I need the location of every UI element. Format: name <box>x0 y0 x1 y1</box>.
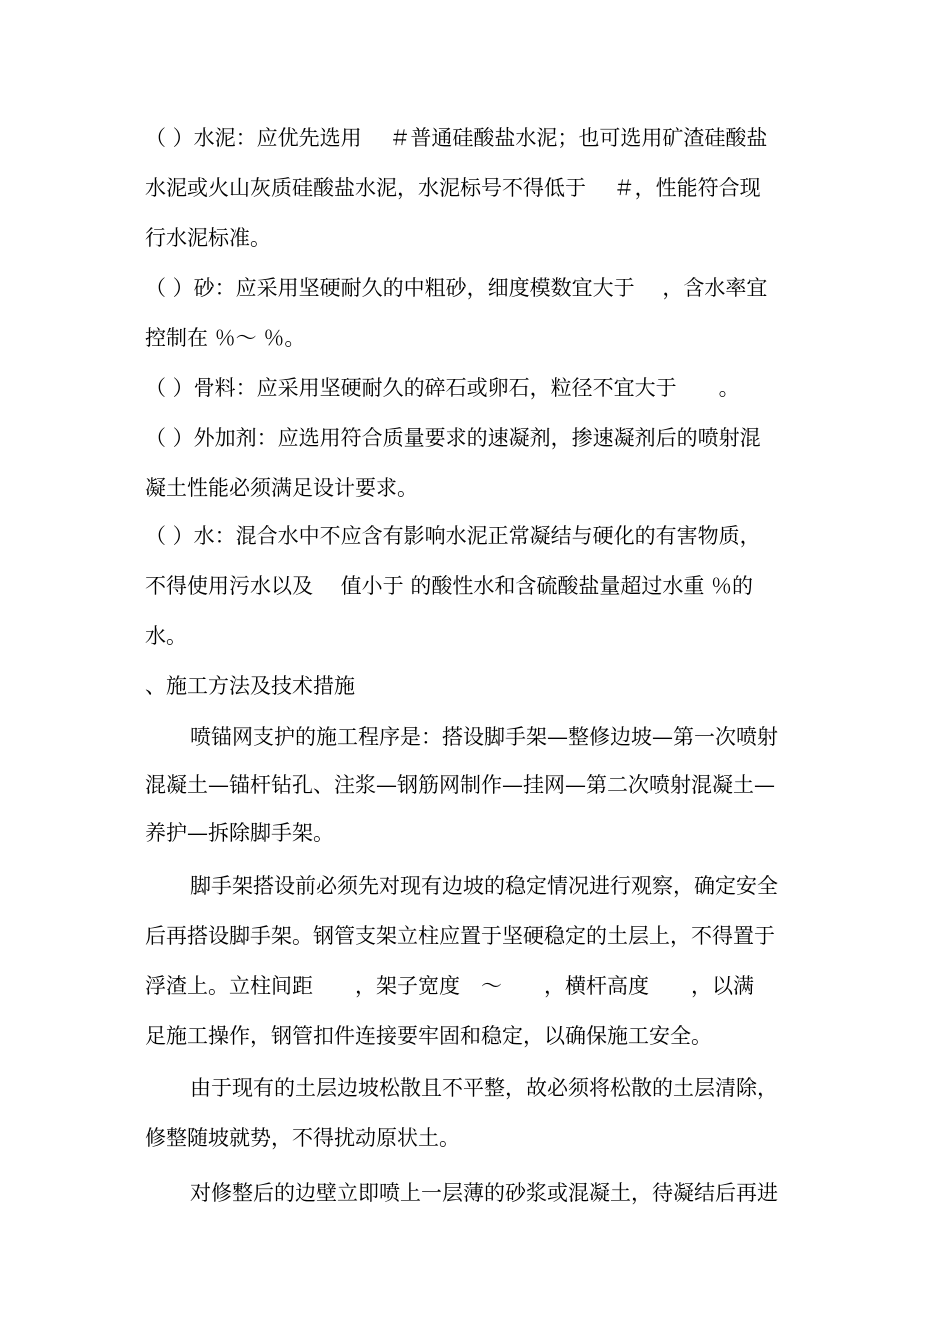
text-line: 后再搭设脚手架。钢管支架立柱应置于坚硬稳定的土层上，不得置于 <box>145 924 775 948</box>
text-line: 足施工操作，钢管扣件连接要牢固和稳定，以确保施工安全。 <box>145 1024 712 1048</box>
text-line: 养护—拆除脚手架。 <box>145 821 334 845</box>
text-line: 喷锚网支护的施工程序是：搭设脚手架—整修边坡—第一次喷射 <box>190 725 778 749</box>
text-line: （ ）水：混合水中不应含有影响水泥正常凝结与硬化的有害物质， <box>145 524 761 548</box>
text-line: （ ）骨料：应采用坚硬耐久的碎石或卵石，粒径不宜大于 。 <box>145 376 740 400</box>
text-line: 水。 <box>145 624 187 648</box>
text-line: 行水泥标准。 <box>145 226 271 250</box>
text-line: 水泥或火山灰质硅酸盐水泥，水泥标号不得低于 ＃，性能符合现 <box>145 176 761 200</box>
text-line: 控制在 ％～ ％。 <box>145 326 306 350</box>
text-line: 脚手架搭设前必须先对现有边坡的稳定情况进行观察，确定安全 <box>190 874 778 898</box>
section-heading: 、施工方法及技术措施 <box>145 674 355 698</box>
text-line: 凝土性能必须满足设计要求。 <box>145 476 418 500</box>
text-line: 浮渣上。立柱间距 ，架子宽度 ～ ，横杆高度 ，以满 <box>145 974 754 998</box>
text-line: 混凝土—锚杆钻孔、注浆—钢筋网制作—挂网—第二次喷射混凝土— <box>145 773 775 797</box>
text-line: 由于现有的土层边坡松散且不平整，故必须将松散的土层清除， <box>190 1076 778 1100</box>
text-line: 修整随坡就势，不得扰动原状土。 <box>145 1126 460 1150</box>
text-line: （ ）水泥：应优先选用 ＃普通硅酸盐水泥；也可选用矿渣硅酸盐 <box>145 126 768 150</box>
text-line: （ ）外加剂：应选用符合质量要求的速凝剂，掺速凝剂后的喷射混 <box>145 426 761 450</box>
text-line: 不得使用污水以及 值小于 的酸性水和含硫酸盐量超过水重 ％的 <box>145 574 754 598</box>
text-line: 对修整后的边壁立即喷上一层薄的砂浆或混凝土，待凝结后再进 <box>190 1181 778 1205</box>
text-line: （ ）砂：应采用坚硬耐久的中粗砂，细度模数宜大于 ，含水率宜 <box>145 276 768 300</box>
